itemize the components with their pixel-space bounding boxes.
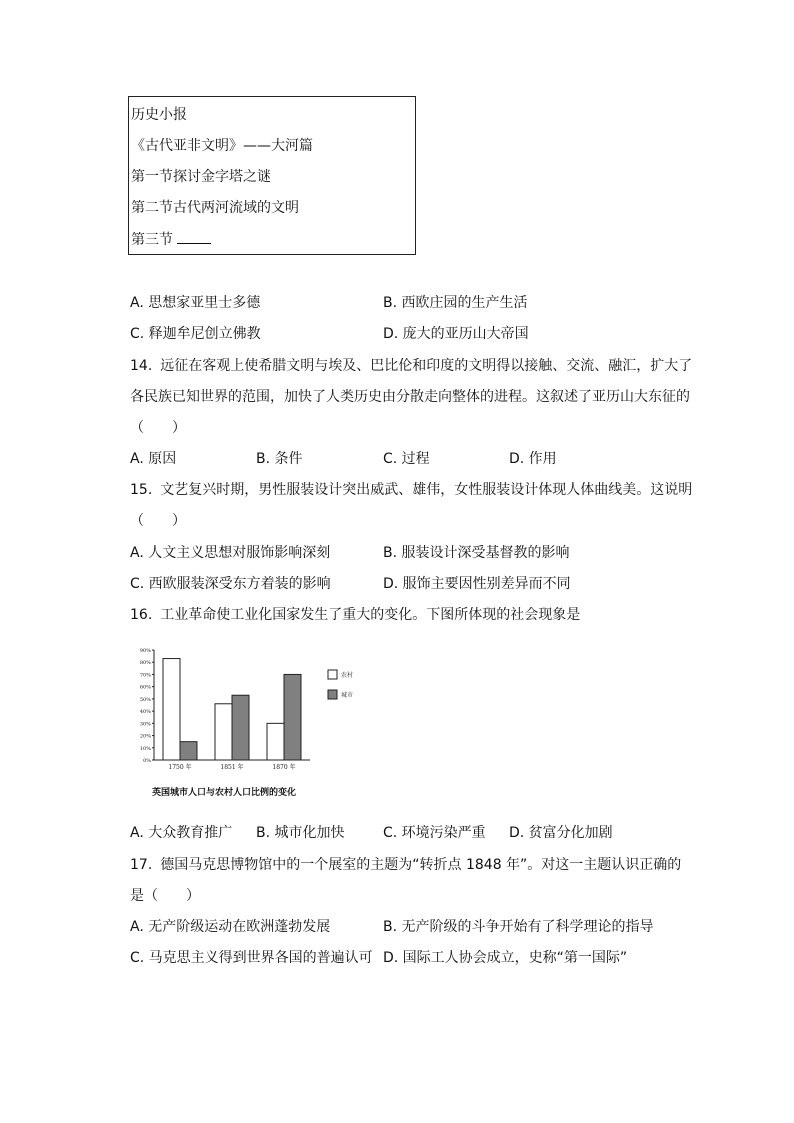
option-a: A. 思想家亚里士多德 <box>130 295 261 311</box>
newsletter-line-blank: 第三节 <box>131 230 211 250</box>
question-17-line: 是（ ） <box>130 888 200 904</box>
y-tick-label: 30% <box>139 721 151 728</box>
chart-title: 英国城市人口与农村人口比例的变化 <box>152 788 297 798</box>
option-c: C. 释迦牟尼创立佛教 <box>130 326 261 342</box>
option-a: A. 大众教育推广 <box>130 825 233 841</box>
x-tick-label: 1750 年 <box>168 764 192 771</box>
y-tick-label: 70% <box>139 672 151 679</box>
option-d: D. 贫富分化加剧 <box>509 825 613 841</box>
option-d: D. 作用 <box>509 451 557 467</box>
y-tick-label: 20% <box>139 733 151 740</box>
legend-swatch <box>328 690 337 699</box>
option-d: D. 国际工人协会成立，史称“第一国际” <box>383 950 628 966</box>
bar-rural <box>267 723 284 760</box>
y-tick-label: 0% <box>143 758 151 764</box>
option-d: D. 服饰主要因性别差异而不同 <box>383 576 571 592</box>
legend-label: 城市 <box>341 692 354 699</box>
bar-urban <box>232 695 249 760</box>
option-b: B. 西欧庄园的生产生活 <box>383 295 528 311</box>
y-tick-label: 90% <box>139 648 151 654</box>
question-number: 16. <box>130 607 153 623</box>
question-14-line: （ ） <box>130 420 186 436</box>
bar-urban <box>284 674 301 760</box>
newsletter-box <box>128 96 416 255</box>
question-number: 17. <box>130 857 153 873</box>
option-c: C. 西欧服装深受东方着装的影响 <box>130 576 331 592</box>
question-number: 15. <box>130 482 153 498</box>
option-a: A. 人文主义思想对服饰影响深刻 <box>130 545 331 561</box>
newsletter-title: 历史小报 <box>131 107 187 123</box>
y-tick-label: 40% <box>139 709 151 716</box>
newsletter-line: 第一节探讨金字塔之谜 <box>131 169 271 185</box>
bar-rural <box>215 704 232 760</box>
question-16-line: 16. 工业革命使工业化国家发生了重大的变化。下图所体现的社会现象是 <box>130 607 581 623</box>
x-tick-label: 1851 年 <box>220 764 244 771</box>
option-a: A. 原因 <box>130 451 177 467</box>
option-b: B. 城市化加快 <box>256 825 345 841</box>
option-c: C. 马克思主义得到世界各国的普遍认可 <box>130 950 373 966</box>
bar-rural <box>163 659 180 760</box>
question-14-line: 14. 远征在客观上使希腊文明与埃及、巴比伦和印度的文明得以接触、交流、融汇，扩大了 <box>130 358 693 374</box>
question-number: 14. <box>130 358 153 374</box>
option-a: A. 无产阶级运动在欧洲蓬勃发展 <box>130 919 331 935</box>
option-b: B. 服装设计深受基督教的影响 <box>383 545 570 561</box>
newsletter-line: 《古代亚非文明》——大河篇 <box>131 138 313 154</box>
question-15-line: （ ） <box>130 513 186 529</box>
x-tick-label: 1870 年 <box>272 764 296 771</box>
y-tick-label: 60% <box>139 684 151 691</box>
y-tick-label: 50% <box>139 696 151 703</box>
y-tick-label: 10% <box>139 745 151 752</box>
question-17-line: 17. 德国马克思博物馆中的一个展室的主题为“转折点 1848 年”。对这一主题认识正确的 <box>130 857 682 873</box>
y-tick-label: 80% <box>139 660 151 667</box>
bar-urban <box>180 742 197 760</box>
option-c: C. 过程 <box>383 451 430 467</box>
option-b: B. 无产阶级的斗争开始有了科学理论的指导 <box>383 919 654 935</box>
newsletter-line: 第二节古代两河流域的文明 <box>131 200 299 216</box>
answer-blank <box>177 231 211 244</box>
question-14-line: 各民族已知世界的范围，加快了人类历史由分散走向整体的进程。这叙述了亚历山大东征的 <box>130 389 690 405</box>
option-d: D. 庞大的亚历山大帝国 <box>383 326 529 342</box>
legend-swatch <box>328 670 337 679</box>
population-chart <box>128 640 378 805</box>
legend-label: 农村 <box>341 672 354 679</box>
option-b: B. 条件 <box>256 451 303 467</box>
option-c: C. 环境污染严重 <box>383 825 486 841</box>
question-15-line: 15. 文艺复兴时期，男性服装设计突出威武、雄伟，女性服装设计体现人体曲线美。这说明 <box>130 482 693 498</box>
